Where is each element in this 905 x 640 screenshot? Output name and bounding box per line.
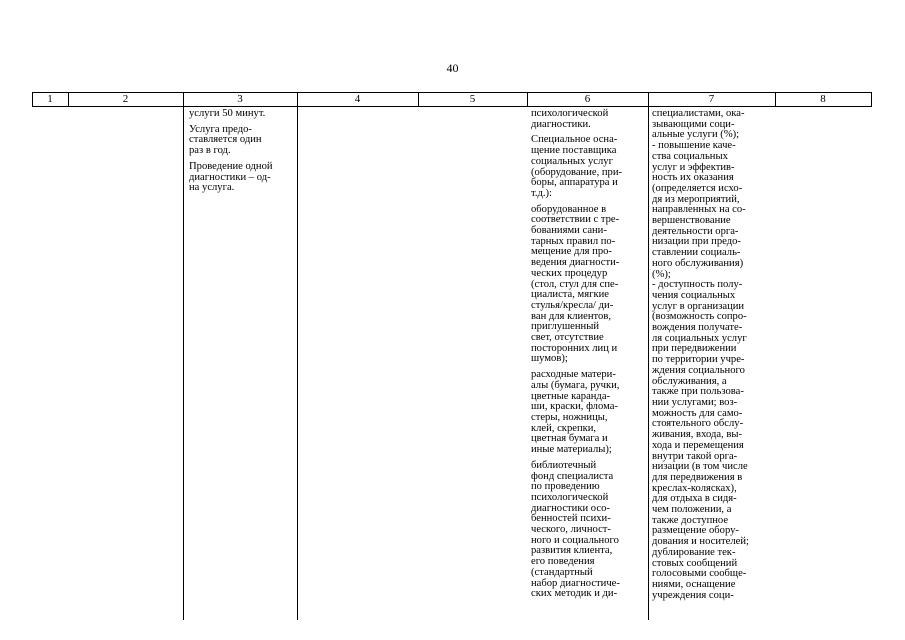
text-line: ность их оказания	[652, 172, 734, 184]
text-line: ческих процедур	[531, 267, 608, 279]
text-line: психологической	[531, 108, 609, 119]
text-line: чения социальных	[652, 289, 736, 301]
cell-paragraph	[531, 370, 622, 456]
text-line: дования и носителей;	[652, 536, 749, 548]
text-line: зывающими соци-	[652, 118, 735, 130]
text-line: вождения получате-	[652, 322, 743, 334]
text-line: ля социальных услуг	[652, 332, 747, 344]
text-line: т.д.):	[531, 187, 552, 199]
text-line: (%);	[652, 268, 671, 280]
text-line: по территории учре-	[652, 354, 745, 366]
text-line: Проведение одной	[189, 160, 273, 172]
text-line: - повышение каче-	[652, 140, 736, 152]
text-line: деятельности орга-	[652, 225, 739, 237]
cell-paragraph	[652, 109, 749, 601]
text-line: оборудованное в	[531, 203, 607, 215]
column-header-5: 5	[469, 93, 476, 105]
text-line: ства социальных	[652, 150, 728, 162]
text-line: ного обслуживания)	[652, 257, 744, 269]
table-border-right	[871, 92, 872, 107]
text-line: Услуга предо-	[189, 123, 252, 135]
column-header-6: 6	[584, 93, 591, 105]
text-line: социальных услуг	[531, 155, 613, 167]
text-line: ческого, личност-	[531, 524, 611, 536]
cell-paragraph	[189, 109, 273, 120]
text-line: для передвижения в	[652, 471, 743, 483]
text-line: соответствии с тре-	[531, 214, 620, 226]
text-line: также при пользова-	[652, 386, 744, 398]
column-header-3: 3	[237, 93, 243, 105]
text-line: тарных правил по-	[531, 235, 616, 247]
text-line: Специальное осна-	[531, 134, 618, 146]
page-number: 40	[446, 61, 459, 75]
text-line: цветные каранда-	[531, 390, 611, 402]
cell-paragraph	[531, 461, 622, 600]
text-line: можность для само-	[652, 407, 743, 419]
text-line: диагностики.	[531, 118, 591, 130]
text-line: стоятельного обслу-	[652, 418, 744, 430]
text-line: нии услугами; воз-	[652, 396, 738, 408]
text-line: психологической	[531, 491, 609, 503]
column-header-7: 7	[708, 93, 715, 105]
cell-column-7	[652, 109, 749, 601]
cell-paragraph	[531, 205, 622, 366]
text-line: голосовыми сообще-	[652, 568, 747, 580]
text-line: низации при предо-	[652, 236, 741, 248]
cell-paragraph	[189, 162, 273, 194]
text-line: набор диагностиче-	[531, 577, 620, 589]
text-line: иные материалы);	[531, 444, 612, 456]
text-line: по проведению	[531, 481, 600, 493]
text-line: раз в год.	[189, 145, 231, 157]
text-line: учреждения соци-	[652, 589, 734, 601]
text-line: ниями, оснащение	[652, 578, 736, 590]
cell-paragraph	[531, 135, 622, 199]
column-divider	[183, 92, 184, 620]
text-line: чем положении, а	[652, 504, 732, 516]
text-line: мещение для про-	[531, 246, 612, 258]
text-line: бованиями сани-	[531, 225, 607, 237]
text-line: ставлении социаль-	[652, 247, 741, 259]
text-line: вершенствование	[652, 215, 731, 227]
text-line: свет, отсутствие	[531, 332, 604, 344]
cell-column-6	[531, 109, 622, 600]
text-line: (стол, стул для спе-	[531, 278, 619, 290]
text-line: приглушенный	[531, 321, 600, 333]
text-line: алы (бумага, ручки,	[531, 379, 620, 391]
text-line: бенностей психи-	[531, 513, 611, 525]
text-line: ских методик и ди-	[531, 588, 618, 600]
text-line: его поведения	[531, 556, 595, 568]
text-line: развития клиента,	[531, 545, 613, 557]
text-line: дублирование тек-	[652, 546, 736, 558]
text-line: ши, краски, флома-	[531, 401, 618, 413]
text-line: циалиста, мягкие	[531, 289, 609, 301]
text-line: живания, входа, вы-	[652, 429, 742, 441]
text-line: ведения диагности-	[531, 257, 620, 269]
text-line: посторонних лиц и	[531, 342, 618, 354]
cell-column-3	[189, 109, 273, 194]
text-line: для отдыха в сидя-	[652, 493, 737, 505]
text-line: креслах-колясках),	[652, 482, 737, 494]
text-line: низации (в том числе	[652, 461, 748, 473]
column-header-2: 2	[122, 93, 129, 105]
text-line: услуг в организации	[652, 300, 745, 312]
text-line: ждения социального	[652, 364, 745, 376]
text-line: диагностики – од-	[189, 171, 271, 183]
text-line: стулья/кресла/ ди-	[531, 299, 614, 311]
text-line: (стандартный	[531, 566, 593, 578]
text-line: диагностики осо-	[531, 502, 610, 514]
text-line: внутри такой орга-	[652, 450, 738, 462]
text-line: (возможность сопро-	[652, 311, 747, 323]
text-line: щение поставщика	[531, 145, 617, 157]
text-line: обслуживания, а	[652, 375, 727, 387]
text-line: (оборудование, при-	[531, 166, 623, 178]
text-line: услуги 50 минут.	[189, 108, 266, 119]
text-line: библиотечный	[531, 459, 597, 471]
text-line: альные услуги (%);	[652, 129, 740, 141]
text-line: стеры, ножницы,	[531, 411, 608, 423]
text-line: также доступное	[652, 514, 729, 526]
text-line: цветная бумага и	[531, 433, 608, 445]
text-line: при передвижении	[652, 343, 737, 355]
text-line: шумов);	[531, 353, 568, 365]
text-line: направленных на со-	[652, 204, 746, 216]
text-line: хода и перемещения	[652, 439, 744, 451]
column-header-1: 1	[47, 93, 53, 105]
column-divider	[297, 92, 298, 620]
text-line: клей, скрепки,	[531, 422, 597, 434]
text-line: расходные матери-	[531, 369, 616, 381]
column-header-8: 8	[820, 93, 826, 105]
text-line: (определяется исхо-	[652, 182, 743, 194]
cell-paragraph	[531, 109, 622, 130]
cell-paragraph	[189, 125, 273, 157]
text-line: специалистами, ока-	[652, 108, 745, 119]
text-line: ного и социального	[531, 534, 619, 546]
text-line: дя из мероприятий,	[652, 193, 740, 205]
column-divider	[648, 92, 649, 620]
text-line: боры, аппаратура и	[531, 177, 618, 189]
text-line: услуг и эффектив-	[652, 161, 735, 173]
table-header-bottom-rule	[32, 106, 872, 107]
text-line: размещение обору-	[652, 525, 739, 537]
text-line: фонд специалиста	[531, 470, 614, 482]
text-line: ван для клиентов,	[531, 310, 611, 322]
column-header-4: 4	[354, 93, 361, 105]
text-line: стовых сообщений	[652, 557, 738, 569]
text-line: - доступность полу-	[652, 279, 743, 291]
text-line: ставляется один	[189, 134, 262, 146]
text-line: на услуга.	[189, 182, 235, 194]
